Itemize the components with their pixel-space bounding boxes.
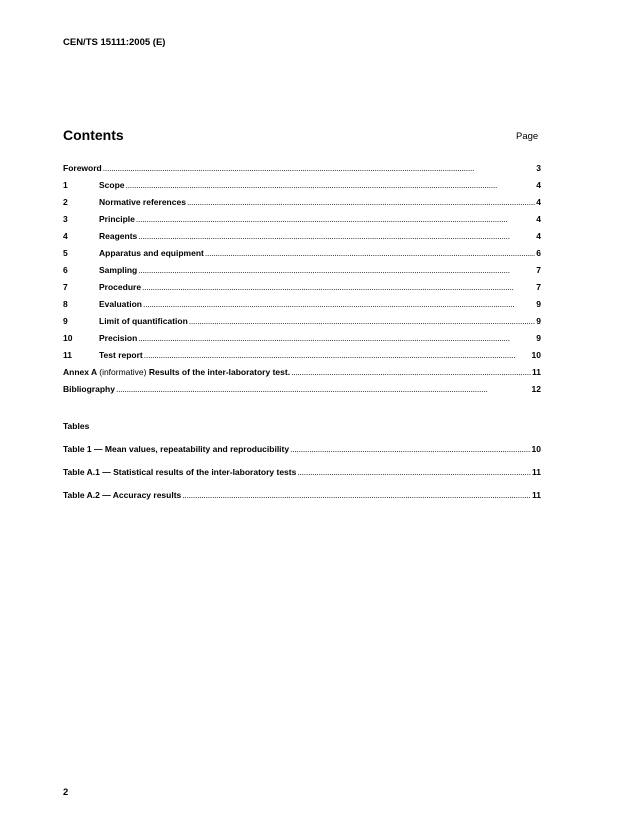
- toc-entry-page: 3: [536, 163, 541, 173]
- contents-title: Contents: [63, 127, 124, 143]
- table-entry-title: Table A.2 — Accuracy results: [63, 490, 182, 500]
- toc-entry-page: 11: [532, 367, 541, 377]
- toc-entry-title: Foreword: [63, 163, 102, 173]
- toc-entry-page: 4: [536, 214, 541, 224]
- toc-entry-evaluation[interactable]: [63, 299, 541, 316]
- dot-leader: [297, 467, 531, 477]
- dot-leader: [138, 231, 535, 241]
- toc-entry-number: 9: [63, 316, 68, 326]
- table-entry-page: 11: [532, 467, 541, 477]
- toc-entry-test-report[interactable]: [63, 350, 541, 367]
- dot-leader: [126, 180, 536, 190]
- table-entry-a1[interactable]: [63, 467, 541, 490]
- page-column-label: Page: [516, 131, 539, 142]
- toc-entry-title: [63, 367, 290, 377]
- dot-leader: [142, 282, 535, 292]
- toc-entry-page: 7: [536, 282, 541, 292]
- toc-entry-page: 4: [536, 231, 541, 241]
- dot-leader: [103, 163, 536, 173]
- dot-leader: [143, 299, 535, 309]
- table-entry-page: 11: [532, 490, 541, 500]
- toc-entry-title: Principle: [99, 214, 135, 224]
- toc-entry-title: Precision: [99, 333, 138, 343]
- toc-entry-number: 3: [63, 214, 68, 224]
- toc-entry-page: 6: [536, 248, 541, 258]
- dot-leader: [144, 350, 531, 360]
- annex-label: Annex A: [63, 367, 97, 377]
- dot-leader: [205, 248, 535, 258]
- toc-entry-page: 9: [536, 299, 541, 309]
- toc-entry-page: 10: [531, 350, 541, 360]
- toc-entry-title: Limit of quantification: [99, 316, 188, 326]
- toc-entry-number: 8: [63, 299, 68, 309]
- table-entry-1[interactable]: [63, 444, 541, 467]
- toc-entry-number: 10: [63, 333, 73, 343]
- toc-entry-foreword[interactable]: [63, 163, 541, 180]
- toc-entry-title: Sampling: [99, 265, 138, 275]
- document-id: CEN/TS 15111:2005 (E): [63, 37, 166, 48]
- toc-entry-number: 11: [63, 350, 72, 360]
- table-entry-title: Table A.1 — Statistical results of the inter-laboratory tests: [63, 467, 297, 477]
- toc-entry-number: 1: [63, 180, 68, 190]
- dot-leader: [291, 367, 531, 377]
- dot-leader: [138, 265, 535, 275]
- dot-leader: [290, 444, 530, 454]
- dot-leader: [182, 490, 531, 500]
- toc-entry-page: 9: [536, 333, 541, 343]
- table-entry-title: Table 1 — Mean values, repeatability and reproducibility: [63, 444, 290, 454]
- dot-leader: [136, 214, 535, 224]
- toc-entry-bibliography[interactable]: [63, 384, 541, 401]
- toc-entry-procedure[interactable]: [63, 282, 541, 299]
- toc-entry-title: Procedure: [99, 282, 142, 292]
- list-of-tables: [63, 444, 541, 513]
- toc-entry-number: 6: [63, 265, 68, 275]
- toc-entry-page: 9: [536, 316, 541, 326]
- toc-entry-normative-references[interactable]: [63, 197, 541, 214]
- toc-entry-title: Reagents: [99, 231, 138, 241]
- dot-leader: [189, 316, 535, 326]
- table-of-contents: [63, 163, 541, 401]
- toc-entry-precision[interactable]: [63, 333, 541, 350]
- dot-leader: [187, 197, 535, 207]
- toc-entry-page: 7: [536, 265, 541, 275]
- toc-entry-page: 4: [536, 197, 541, 207]
- toc-entry-reagents[interactable]: [63, 231, 541, 248]
- toc-entry-page: 12: [531, 384, 541, 394]
- toc-entry-title: Scope: [99, 180, 125, 190]
- dot-leader: [116, 384, 531, 394]
- tables-heading: Tables: [63, 421, 90, 431]
- toc-entry-number: 7: [63, 282, 68, 292]
- toc-entry-principle[interactable]: [63, 214, 541, 231]
- toc-entry-annex-a[interactable]: [63, 367, 541, 384]
- toc-entry-title: Bibliography: [63, 384, 115, 394]
- page-number: 2: [63, 787, 69, 798]
- toc-entry-number: 2: [63, 197, 68, 207]
- dot-leader: [138, 333, 535, 343]
- annex-title: Results of the inter-laboratory test.: [148, 367, 291, 377]
- toc-entry-page: 4: [536, 180, 541, 190]
- toc-entry-apparatus[interactable]: [63, 248, 541, 265]
- toc-entry-title: Test report: [99, 350, 143, 360]
- toc-entry-number: 5: [63, 248, 68, 258]
- toc-entry-title: Apparatus and equipment: [99, 248, 204, 258]
- toc-entry-number: 4: [63, 231, 68, 241]
- toc-entry-limit-of-quantification[interactable]: [63, 316, 541, 333]
- annex-qualifier: (informative): [99, 367, 147, 377]
- table-entry-a2[interactable]: [63, 490, 541, 513]
- toc-entry-title: Evaluation: [99, 299, 142, 309]
- toc-entry-title: Normative references: [99, 197, 186, 207]
- toc-entry-scope[interactable]: [63, 180, 541, 197]
- toc-entry-sampling[interactable]: [63, 265, 541, 282]
- table-entry-page: 10: [531, 444, 541, 454]
